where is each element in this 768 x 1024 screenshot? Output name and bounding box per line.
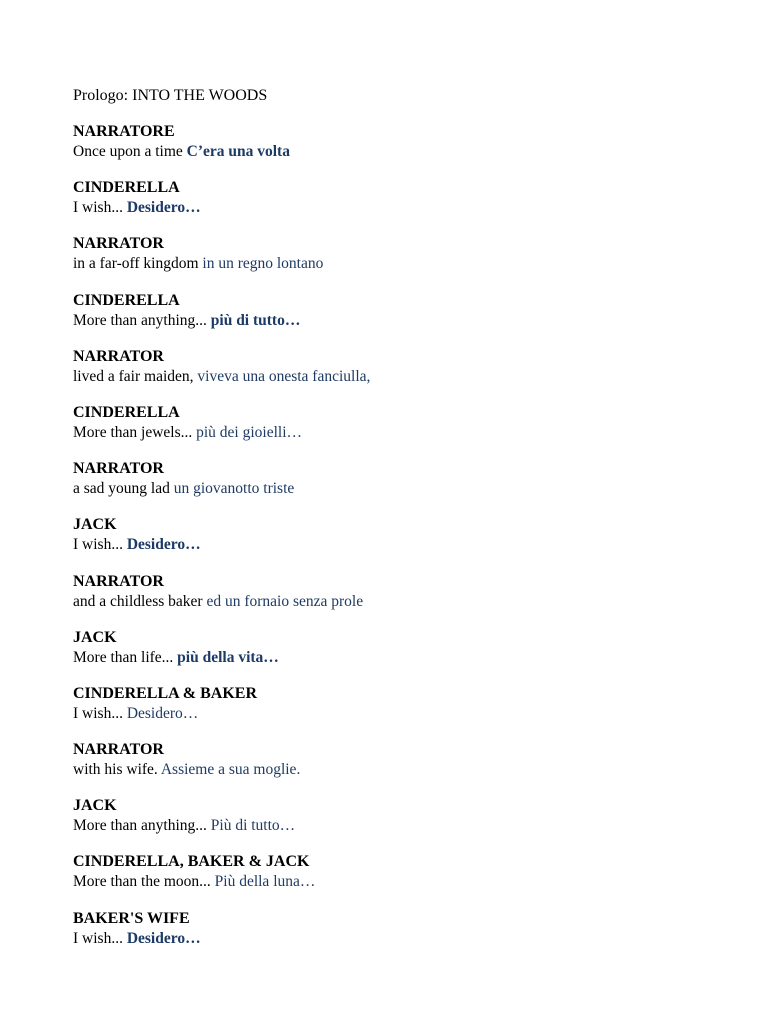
dialogue-line <box>73 142 733 162</box>
english-text: and a childless baker <box>73 592 203 610</box>
speaker-name: NARRATOR <box>73 572 164 590</box>
dialogue-line <box>73 311 733 331</box>
speaker-name: CINDERELLA, BAKER & JACK <box>73 853 310 871</box>
dialogue-line <box>73 479 733 499</box>
dialogue-line <box>73 760 733 780</box>
dialogue-block <box>73 291 733 347</box>
speaker-name: NARRATORE <box>73 123 175 140</box>
dialogue-block <box>73 628 733 684</box>
italian-translation: Desidero… <box>126 929 201 947</box>
italian-translation: Desidero… <box>126 704 199 722</box>
italian-translation: Più della luna… <box>214 873 316 891</box>
english-text: More than jewels... <box>73 423 193 441</box>
english-text: More than the moon... <box>73 873 211 891</box>
english-text: Once upon a time <box>73 143 183 160</box>
english-text: lived a fair maiden, <box>73 367 194 385</box>
dialogue-line <box>73 929 733 949</box>
italian-translation: più dei gioielli… <box>196 423 303 441</box>
english-text: More than anything... <box>73 311 207 329</box>
english-text: with his wife. <box>73 761 158 779</box>
english-text: I wish... <box>73 704 123 722</box>
dialogue-block <box>73 515 733 571</box>
dialogue-line <box>73 423 733 443</box>
italian-translation: più della vita… <box>177 648 279 666</box>
italian-translation: Desidero… <box>126 536 201 554</box>
dialogue-line <box>73 254 733 274</box>
dialogue-line <box>73 816 733 836</box>
english-text: in a far-off kingdom <box>73 255 199 273</box>
dialogue-line <box>73 648 733 668</box>
dialogue-block <box>73 572 733 628</box>
speaker-name: NARRATOR <box>73 347 164 365</box>
italian-translation: più di tutto… <box>210 311 301 329</box>
italian-translation: in un regno lontano <box>202 255 324 273</box>
speaker-name: NARRATOR <box>73 460 164 478</box>
speaker-name: CINDERELLA & BAKER <box>73 684 258 702</box>
dialogue-block <box>73 122 733 178</box>
italian-translation: ed un fornaio senza prole <box>206 592 364 610</box>
dialogue-line <box>73 535 733 555</box>
dialogue-block <box>73 796 733 852</box>
dialogue-block <box>73 909 733 965</box>
english-text: I wish... <box>73 199 123 217</box>
dialogue-line <box>73 367 733 387</box>
english-text: More than anything... <box>73 817 207 835</box>
italian-translation: Desidero… <box>126 199 201 217</box>
italian-translation: Più di tutto… <box>210 817 296 835</box>
dialogue-line <box>73 592 733 612</box>
document-title: Prologo: INTO THE WOODS <box>73 87 268 104</box>
italian-translation: Assieme a sua moglie. <box>160 761 301 779</box>
dialogue-line <box>73 872 733 892</box>
dialogue-block <box>73 684 733 740</box>
dialogue-block <box>73 234 733 290</box>
dialogue-block <box>73 347 733 403</box>
dialogue-line <box>73 704 733 724</box>
english-text: I wish... <box>73 929 123 947</box>
speaker-name: JACK <box>73 797 117 815</box>
speaker-name: BAKER'S WIFE <box>73 909 190 927</box>
dialogue-line <box>73 198 733 218</box>
dialogue-block <box>73 403 733 459</box>
italian-translation: viveva una onesta fanciulla, <box>197 367 371 385</box>
speaker-name: JACK <box>73 628 117 646</box>
speaker-name: JACK <box>73 516 117 534</box>
dialogue-block <box>73 852 733 908</box>
dialogue-list <box>73 122 733 965</box>
dialogue-block <box>73 740 733 796</box>
english-text: More than life... <box>73 648 174 666</box>
speaker-name: CINDERELLA <box>73 179 180 197</box>
speaker-name: NARRATOR <box>73 741 164 759</box>
dialogue-block <box>73 178 733 234</box>
speaker-name: NARRATOR <box>73 235 164 253</box>
italian-translation: C’era una volta <box>186 143 290 160</box>
speaker-name: CINDERELLA <box>73 291 180 309</box>
speaker-name: CINDERELLA <box>73 403 180 421</box>
english-text: I wish... <box>73 536 123 554</box>
english-text: a sad young lad <box>73 480 170 498</box>
italian-translation: un giovanotto triste <box>173 480 295 498</box>
document-page <box>73 86 733 965</box>
dialogue-block <box>73 459 733 515</box>
